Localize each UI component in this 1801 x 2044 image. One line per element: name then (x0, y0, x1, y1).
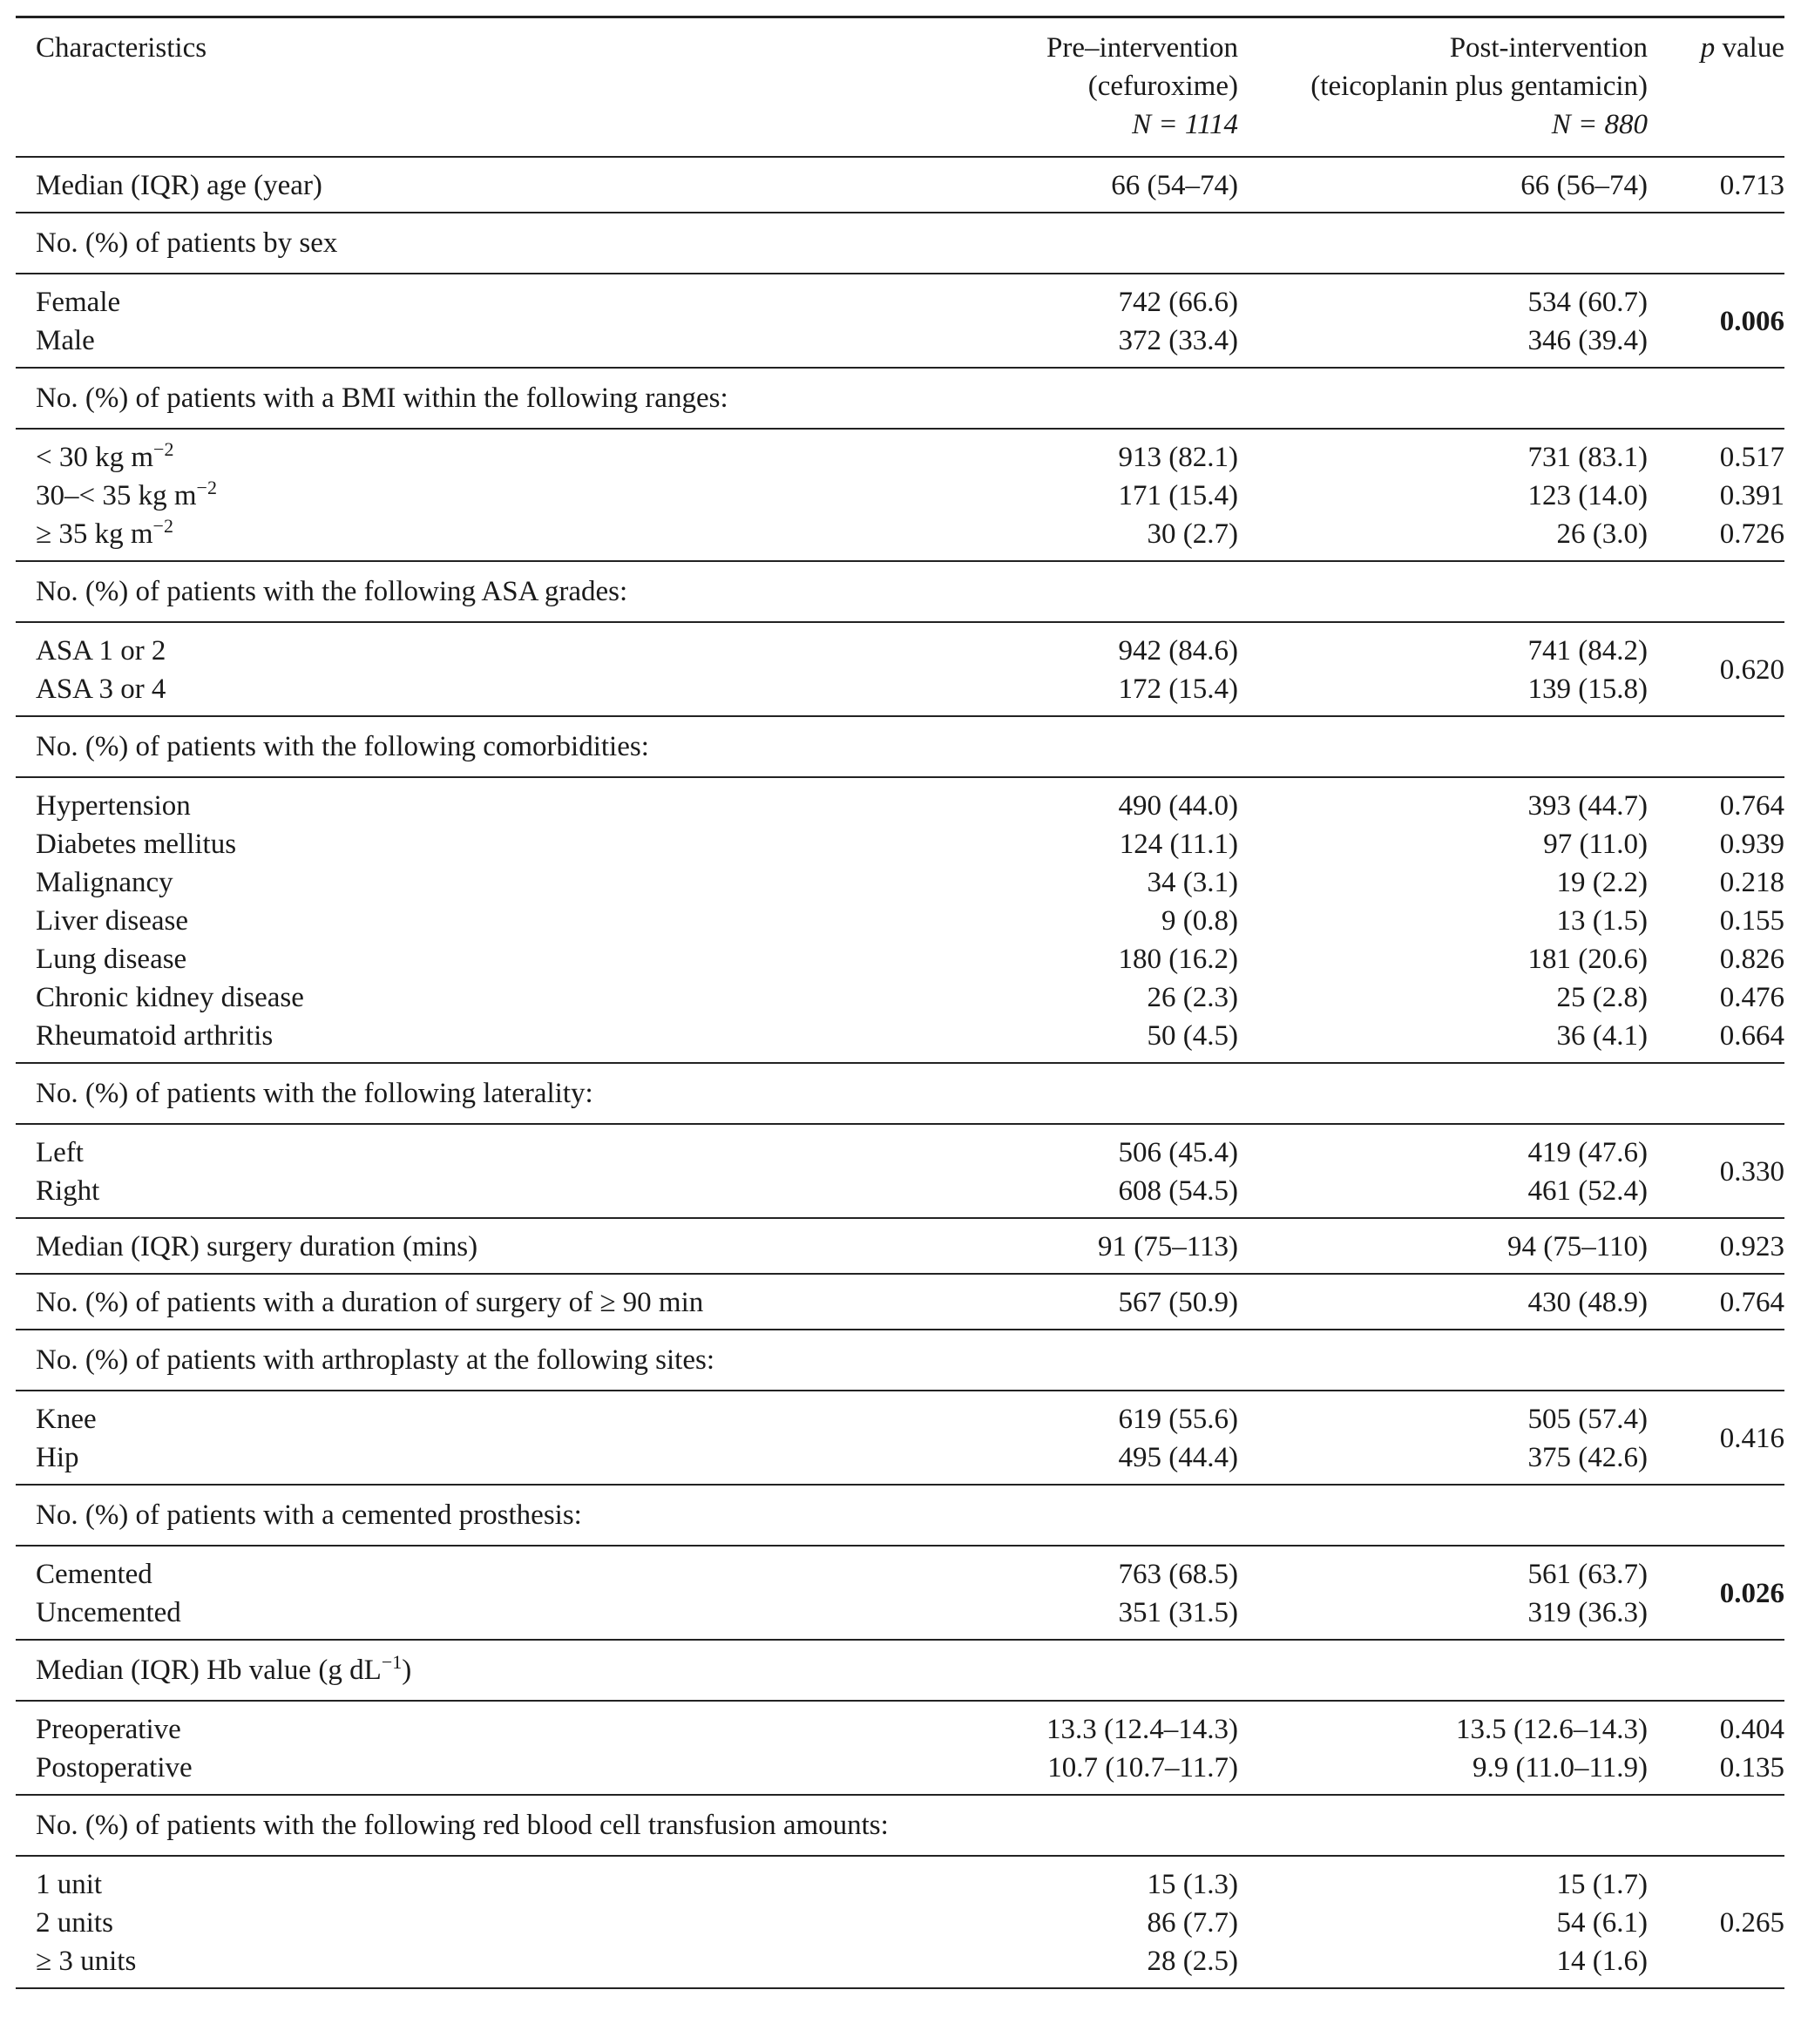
header-characteristics: Characteristics (36, 32, 207, 64)
row-label-text: Hypertension (36, 790, 191, 822)
pre-value: 124 (11.1) (1119, 829, 1238, 860)
group-title-sup: −1 (381, 1651, 403, 1673)
pre-value: 28 (2.5) (1147, 1946, 1238, 1977)
post-value: 13.5 (12.6–14.3) (1456, 1714, 1648, 1745)
group-rows-left (16, 1400, 1648, 1477)
table-row (16, 1594, 1648, 1632)
row-label: Knee (36, 1404, 97, 1435)
p-value: 0.404 (1719, 1714, 1784, 1745)
table-row (16, 1942, 1648, 1980)
table-row (16, 978, 1784, 1017)
table-row (16, 1710, 1784, 1749)
row-label-text: Chronic kidney disease (36, 982, 304, 1013)
row-label: 1 unit (36, 1869, 103, 1900)
row-label: ASA 3 or 4 (36, 673, 166, 705)
row-label (16, 1710, 872, 1749)
group-p-value: 0.026 (1719, 1577, 1784, 1609)
row-label: Hip (36, 1442, 79, 1473)
group-body-laterality (16, 1125, 1784, 1219)
p-value: 0.726 (1719, 518, 1784, 550)
group-title-site (16, 1330, 1784, 1391)
post-value: 25 (2.8) (1556, 982, 1648, 1013)
group-title-bmi (16, 369, 1784, 430)
post-value: 97 (11.0) (1543, 829, 1648, 860)
table-header (16, 18, 1784, 158)
post-value: 505 (57.4) (1527, 1404, 1648, 1435)
pre-value: 171 (15.4) (1118, 480, 1238, 511)
table-row-duration90 (16, 1275, 1784, 1330)
group-rows-left (16, 283, 1648, 360)
row-label: No. (%) of patients with a duration of surgery of ≥ 90 min (36, 1287, 704, 1318)
group-p-value: 0.265 (1719, 1906, 1784, 1939)
post-value: 14 (1.6) (1556, 1946, 1648, 1977)
group-title-hb (16, 1641, 1784, 1702)
post-value: 319 (36.3) (1527, 1597, 1648, 1628)
post-value: 139 (15.8) (1527, 673, 1648, 705)
pre-value: 26 (2.3) (1147, 982, 1238, 1013)
row-label-sup: −2 (152, 515, 173, 537)
group-title-text: No. (%) of patients by sex (36, 227, 338, 259)
table-row (16, 902, 1784, 940)
pre-value: 490 (44.0) (1118, 790, 1238, 822)
p-value: 0.939 (1719, 829, 1784, 860)
post-value: 54 (6.1) (1556, 1907, 1648, 1939)
group-p-value: 0.006 (1719, 305, 1784, 337)
group-body-cement (16, 1547, 1784, 1641)
row-label (16, 825, 872, 863)
row-label: Male (36, 325, 95, 356)
pre-value: 50 (4.5) (1147, 1020, 1238, 1052)
p-value: 0.664 (1719, 1020, 1784, 1052)
group-title-asa (16, 562, 1784, 623)
row-label (16, 902, 872, 940)
group-p-value: 0.620 (1719, 653, 1784, 686)
group-title-text: No. (%) of patients with a cemented prosthesis: (36, 1499, 582, 1531)
p-value: 0.155 (1719, 905, 1784, 937)
row-label-text: ≥ 35 kg m (36, 518, 153, 550)
table-row (16, 1172, 1648, 1210)
pre-value: 180 (16.2) (1118, 944, 1238, 975)
group-rows (16, 283, 1784, 360)
post-value: 731 (83.1) (1527, 442, 1648, 473)
post-value: 419 (47.6) (1527, 1137, 1648, 1168)
group-body-hb (16, 1702, 1784, 1796)
group-title-text: No. (%) of patients with the following comorbidities: (36, 731, 649, 762)
table-row (16, 477, 1784, 515)
post-value: 430 (48.9) (1527, 1287, 1648, 1318)
pre-value: 913 (82.1) (1118, 442, 1238, 473)
p-value: 0.517 (1719, 442, 1784, 473)
post-value: 346 (39.4) (1527, 325, 1648, 356)
row-label: ≥ 3 units (36, 1946, 137, 1977)
pre-value: 34 (3.1) (1147, 867, 1238, 898)
group-rows-left (16, 1555, 1648, 1632)
row-label: 2 units (36, 1907, 113, 1939)
row-label (16, 477, 872, 515)
post-value: 9.9 (11.0–11.9) (1472, 1752, 1648, 1783)
post-value: 19 (2.2) (1556, 867, 1648, 898)
row-label: Cemented (36, 1559, 152, 1590)
pre-value: 30 (2.7) (1147, 518, 1238, 550)
row-label-text: Liver disease (36, 905, 189, 937)
pre-value: 15 (1.3) (1147, 1869, 1238, 1900)
post-value: 15 (1.7) (1556, 1869, 1648, 1900)
group-title-comorbidities (16, 717, 1784, 778)
group-title-cement (16, 1486, 1784, 1547)
row-label: ASA 1 or 2 (36, 635, 166, 667)
pre-value: 942 (84.6) (1118, 635, 1238, 667)
row-label-text: 30–< 35 kg m (36, 480, 197, 511)
post-value: 181 (20.6) (1527, 944, 1648, 975)
table-row-age: Median (IQR) age (year) 66 (54–74) 66 (56–74) 0.713 (16, 158, 1784, 213)
table-row (16, 321, 1648, 360)
group-title-sex (16, 213, 1784, 274)
table-row (16, 940, 1784, 978)
group-title-transfusion (16, 1796, 1784, 1857)
row-label: Right (36, 1175, 100, 1207)
group-rows (16, 632, 1784, 708)
pre-value: 172 (15.4) (1118, 673, 1238, 705)
group-title-laterality (16, 1064, 1784, 1125)
group-title-text: Median (IQR) Hb value (g dL (36, 1655, 382, 1686)
pre-value: 372 (33.4) (1118, 325, 1238, 356)
group-p-value: 0.416 (1719, 1422, 1784, 1454)
row-label-sup: −2 (196, 477, 217, 498)
table-row (16, 632, 1648, 670)
group-title-text: No. (%) of patients with the following ASA grades: (36, 576, 628, 607)
pre-value: 10.7 (10.7–11.7) (1047, 1752, 1238, 1783)
p-value: 0.135 (1719, 1752, 1784, 1783)
row-label (16, 940, 872, 978)
group-title-text: No. (%) of patients with the following red blood cell transfusion amounts: (36, 1810, 889, 1841)
row-label: Uncemented (36, 1597, 181, 1628)
row-label: Median (IQR) surgery duration (mins) (36, 1231, 478, 1262)
post-value: 393 (44.7) (1527, 790, 1648, 822)
pre-value: 567 (50.9) (1118, 1287, 1238, 1318)
table-row (16, 825, 1784, 863)
p-value: 0.826 (1719, 944, 1784, 975)
pre-value: 91 (75–113) (1097, 1231, 1238, 1262)
pre-value: 495 (44.4) (1118, 1442, 1238, 1473)
table-row (16, 863, 1784, 902)
post-value: 461 (52.4) (1527, 1175, 1648, 1207)
characteristics-table (16, 16, 1784, 1989)
table-row (16, 1134, 1648, 1172)
post-value: 123 (14.0) (1527, 480, 1648, 511)
group-rows (16, 1134, 1784, 1210)
pre-value: 9 (0.8) (1161, 905, 1238, 937)
group-body-bmi (16, 430, 1784, 562)
p-value: 0.764 (1719, 790, 1784, 822)
group-rows (16, 1400, 1784, 1477)
row-label-text: Malignancy (36, 867, 173, 898)
pre-value: 619 (55.6) (1118, 1404, 1238, 1435)
p-value: 0.476 (1719, 982, 1784, 1013)
pre-value: 763 (68.5) (1118, 1559, 1238, 1590)
group-rows-left (16, 1865, 1648, 1980)
post-value: 375 (42.6) (1527, 1442, 1648, 1473)
group-title-end: ) (402, 1655, 412, 1686)
group-title-text: No. (%) of patients with the following laterality: (36, 1078, 593, 1109)
group-title-text: No. (%) of patients with arthroplasty at the following sites: (36, 1344, 715, 1376)
group-body-asa (16, 623, 1784, 717)
pre-value: 608 (54.5) (1118, 1175, 1238, 1207)
row-label: Female (36, 287, 121, 318)
post-value: 561 (63.7) (1527, 1559, 1648, 1590)
table-row (16, 1555, 1648, 1594)
row-label-sup: −2 (153, 438, 174, 460)
group-rows (16, 1865, 1784, 1980)
table-row-duration (16, 1219, 1784, 1275)
table-row (16, 1904, 1648, 1942)
header-p-value: p value (1700, 32, 1784, 64)
pre-value: 351 (31.5) (1118, 1597, 1238, 1628)
row-label-text: Rheumatoid arthritis (36, 1020, 274, 1052)
group-rows-left (16, 1134, 1648, 1210)
group-rows-left (16, 632, 1648, 708)
table-row (16, 1749, 1784, 1787)
row-label (16, 1017, 872, 1055)
pre-value: 742 (66.6) (1118, 287, 1238, 318)
table-row (16, 1438, 1648, 1477)
group-body-transfusion (16, 1857, 1784, 1989)
table-row (16, 1865, 1648, 1904)
header-post-intervention: Post-intervention (teicoplanin plus gentamicin) N = 880 (1310, 32, 1648, 140)
row-label (16, 787, 872, 825)
row-label (16, 863, 872, 902)
table-row (16, 670, 1648, 708)
p-value: 0.764 (1719, 1287, 1784, 1318)
pre-value: 506 (45.4) (1118, 1137, 1238, 1168)
group-rows (16, 1555, 1784, 1632)
row-label (16, 438, 872, 477)
post-value: 13 (1.5) (1556, 905, 1648, 937)
row-label-text: Lung disease (36, 944, 187, 975)
table-row (16, 438, 1784, 477)
post-value: 36 (4.1) (1556, 1020, 1648, 1052)
table-row (16, 1400, 1648, 1438)
row-label-text: < 30 kg m (36, 442, 154, 473)
row-label (16, 515, 872, 553)
row-label-text: Postoperative (36, 1752, 193, 1783)
post-value: 534 (60.7) (1527, 287, 1648, 318)
group-body-comorbidities (16, 778, 1784, 1064)
p-value: 0.218 (1719, 867, 1784, 898)
row-label-text: Preoperative (36, 1714, 181, 1745)
table-row (16, 787, 1784, 825)
p-value: 0.923 (1719, 1231, 1784, 1262)
row-label (16, 1749, 872, 1787)
table-row (16, 1017, 1784, 1055)
post-value: 741 (84.2) (1527, 635, 1648, 667)
group-body-sex (16, 274, 1784, 369)
post-value: 94 (75–110) (1506, 1231, 1648, 1262)
table-row (16, 283, 1648, 321)
pre-value: 13.3 (12.4–14.3) (1046, 1714, 1238, 1745)
header-pre-intervention: Pre–intervention (cefuroxime) N = 1114 (1046, 32, 1238, 140)
table-row (16, 515, 1784, 553)
p-value: 0.391 (1719, 480, 1784, 511)
group-title-text: No. (%) of patients with a BMI within the following ranges: (36, 382, 728, 414)
post-value: 26 (3.0) (1556, 518, 1648, 550)
row-label (16, 978, 872, 1017)
pre-value: 86 (7.7) (1147, 1907, 1238, 1939)
group-p-value: 0.330 (1719, 1155, 1784, 1188)
row-label: Left (36, 1137, 84, 1168)
row-label-text: Diabetes mellitus (36, 829, 237, 860)
group-body-site (16, 1391, 1784, 1486)
